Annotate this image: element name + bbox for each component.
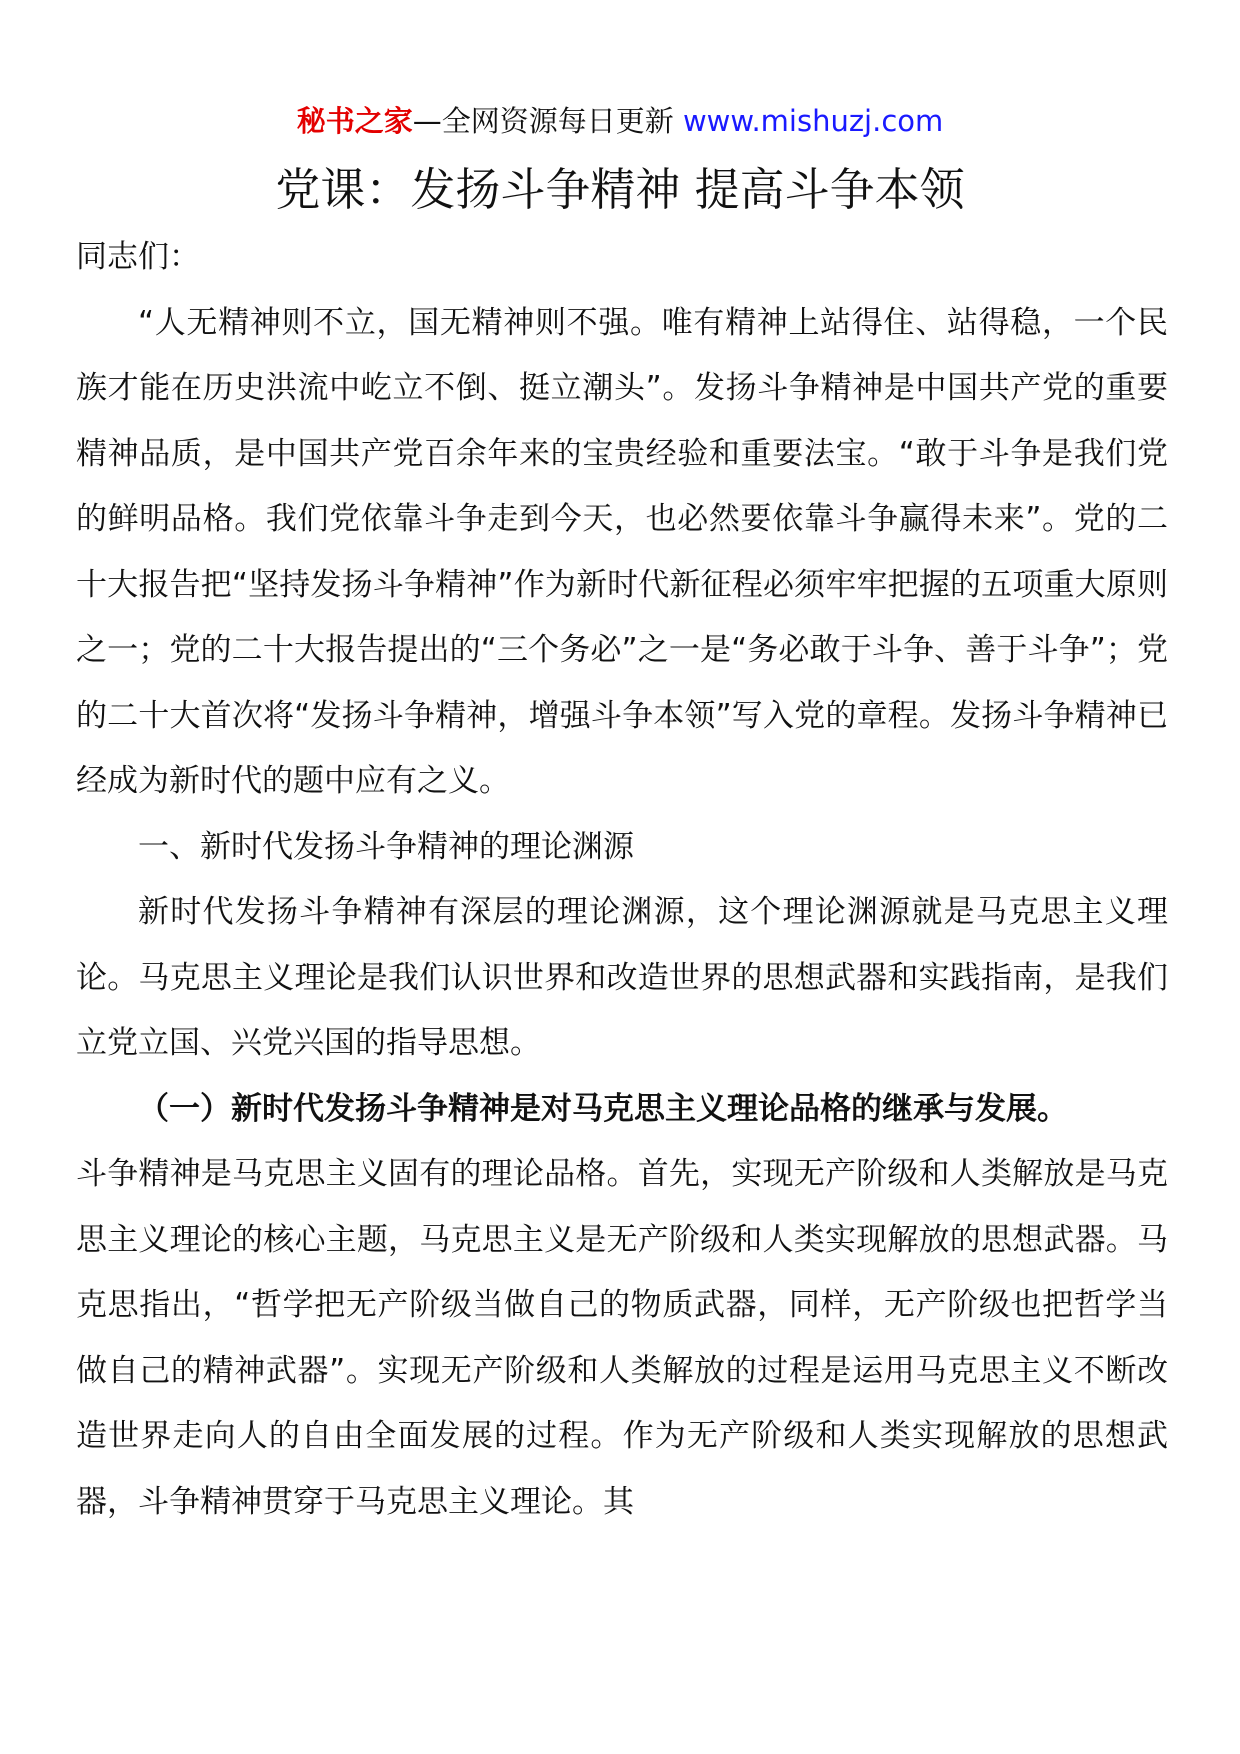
brand-name[interactable]: 秘书之家 [296,104,413,138]
document-body [76,225,1168,1535]
section-heading-1: 一、新时代发扬斗争精神的理论渊源 [138,828,634,865]
paragraph-marxism: 斗争精神是马克思主义固有的理论品格。首先，实现无产阶级和人类解放是马克思主义理论的核心主题，马克思主义是无产阶级和人类实现解放的思想武器。马克思指出，“哲学把无产阶级当做自己的物质武器，同样，无产阶级也把哲学当做自己的精神武器”。实现无产阶级和人类解放的过程是运用马克思主义不断改造世界走向人的自由全面发展的过程。作为无产阶级和人类实现解放的思想武器，斗争精神贯穿于马克思主义理论。其 [76,1156,1168,1520]
header-banner [0,101,1240,141]
paragraph-theory: 新时代发扬斗争精神有深层的理论渊源，这个理论渊源就是马克思主义理论。马克思主义理论是我们认识世界和改造世界的思想武器和实践指南，是我们立党立国、兴党兴国的指导思想。 [76,894,1168,1061]
site-link[interactable]: www.mishuzj.com [682,104,944,138]
document-title: 党课：发扬斗争精神 提高斗争本领 [275,163,965,216]
subheading-1: （一）新时代发扬斗争精神是对马克思主义理论品格的继承与发展。 [138,1090,1068,1127]
salutation: 同志们： [76,239,200,275]
brand-slogan: —全网资源每日更新 [412,104,674,138]
paragraph-intro: “人无精神则不立，国无精神则不强。唯有精神上站得住、站得稳，一个民族才能在历史洪流中屹立不倒、挺立潮头”。发扬斗争精神是中国共产党的重要精神品质，是中国共产党百余年来的宝贵经验和重要法宝。“敢于斗争是我们党的鲜明品格。我们党依靠斗争走到今天，也必然要依靠斗争赢得未来”。党的二十大报告把“坚持发扬斗争精神”作为新时代新征程必须牢牢把握的五项重大原则之一；党的二十大报告提出的“三个务必”之一是“务必敢于斗争、善于斗争”；党的二十大首次将“发扬斗争精神，增强斗争本领”写入党的章程。发扬斗争精神已经成为新时代的题中应有之义。 [76,304,1168,799]
